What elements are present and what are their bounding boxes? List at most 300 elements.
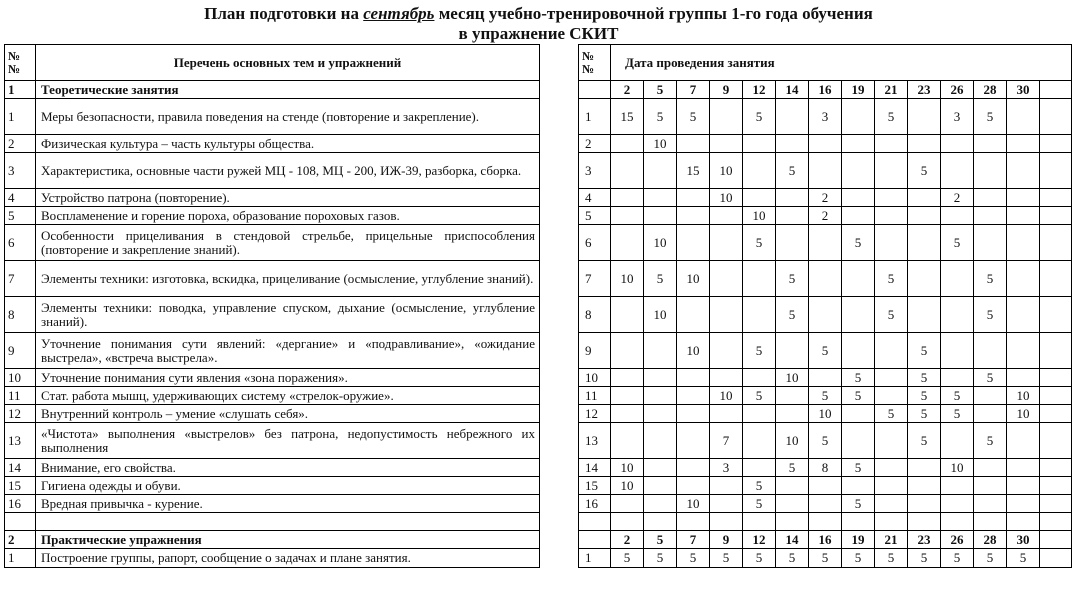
hours-cell: 7 xyxy=(710,423,743,459)
blank-cell xyxy=(579,81,611,99)
empty-cell xyxy=(908,513,941,531)
table-row xyxy=(579,477,1072,495)
hours-cell: 10 xyxy=(1007,387,1040,405)
empty-cell xyxy=(974,513,1007,531)
hours-cell xyxy=(677,369,710,387)
hours-cell: 5 xyxy=(710,549,743,568)
hours-cell xyxy=(875,135,908,153)
day-number: 12 xyxy=(743,531,776,549)
hours-cell: 5 xyxy=(743,549,776,568)
hours-cell: 5 xyxy=(842,549,875,568)
hours-cell xyxy=(1007,225,1040,261)
topic-text: «Чистота» выполнения «выстрелов» без патрона, недопустимость небрежного их выполнения xyxy=(36,423,540,459)
days-row xyxy=(579,531,1072,549)
table-row xyxy=(5,207,540,225)
topic-text: Физическая культура – часть культуры общества. xyxy=(36,135,540,153)
hours-cell xyxy=(611,369,644,387)
table-row xyxy=(579,423,1072,459)
blank-cell xyxy=(1040,531,1072,549)
hours-cell xyxy=(677,477,710,495)
hours-cell: 10 xyxy=(677,333,710,369)
day-number: 21 xyxy=(875,81,908,99)
hours-cell: 5 xyxy=(611,549,644,568)
hours-cell: 5 xyxy=(974,423,1007,459)
topic-text: Внимание, его свойства. xyxy=(36,459,540,477)
hours-cell xyxy=(710,297,743,333)
hours-cell xyxy=(677,225,710,261)
hours-cell: 5 xyxy=(941,225,974,261)
hours-cell xyxy=(1007,153,1040,189)
hours-cell xyxy=(974,135,1007,153)
section-num: 2 xyxy=(5,531,36,549)
row-num: 14 xyxy=(579,459,611,477)
hours-cell xyxy=(1007,261,1040,297)
hours-cell xyxy=(611,333,644,369)
hours-cell xyxy=(842,477,875,495)
day-number: 5 xyxy=(644,81,677,99)
blank-cell xyxy=(1040,405,1072,423)
hours-cell xyxy=(776,225,809,261)
table-row xyxy=(579,297,1072,333)
hours-cell: 10 xyxy=(644,225,677,261)
table-row xyxy=(5,423,540,459)
hours-cell: 5 xyxy=(809,333,842,369)
hours-cell: 5 xyxy=(743,333,776,369)
blank-cell xyxy=(1040,135,1072,153)
hours-cell: 2 xyxy=(809,207,842,225)
day-number: 9 xyxy=(710,531,743,549)
hours-cell xyxy=(875,153,908,189)
empty-row xyxy=(579,513,1072,531)
topic-text: Элементы техники: поводка, управление спуском, дыхание (осмысление, углубление знаний). xyxy=(36,297,540,333)
hours-cell xyxy=(776,405,809,423)
schedule-table xyxy=(578,44,1072,568)
hours-cell xyxy=(677,297,710,333)
table-row xyxy=(579,99,1072,135)
table-row xyxy=(579,459,1072,477)
hours-cell xyxy=(1007,99,1040,135)
hours-cell: 5 xyxy=(875,261,908,297)
hours-cell xyxy=(974,153,1007,189)
title-prefix: План подготовки на xyxy=(204,4,364,23)
hours-cell xyxy=(611,495,644,513)
day-number: 14 xyxy=(776,531,809,549)
table-row xyxy=(5,99,540,135)
hours-cell: 5 xyxy=(743,99,776,135)
row-num: 1 xyxy=(5,549,36,568)
schedule-header-row xyxy=(579,45,1072,81)
hours-cell xyxy=(908,99,941,135)
hours-cell xyxy=(842,207,875,225)
hours-cell: 10 xyxy=(611,459,644,477)
hours-cell: 10 xyxy=(677,495,710,513)
row-num: 1 xyxy=(5,99,36,135)
row-num: 9 xyxy=(579,333,611,369)
table-row xyxy=(579,495,1072,513)
hours-cell: 5 xyxy=(875,405,908,423)
hours-cell: 5 xyxy=(875,297,908,333)
day-number: 28 xyxy=(974,81,1007,99)
hours-cell: 5 xyxy=(974,369,1007,387)
hours-cell: 3 xyxy=(809,99,842,135)
hours-cell: 5 xyxy=(776,297,809,333)
day-number: 7 xyxy=(677,81,710,99)
hours-cell: 5 xyxy=(908,387,941,405)
hours-cell: 10 xyxy=(809,405,842,423)
hours-cell xyxy=(941,333,974,369)
hours-cell xyxy=(809,261,842,297)
empty-cell xyxy=(36,513,540,531)
row-num: 9 xyxy=(5,333,36,369)
hours-cell: 5 xyxy=(842,387,875,405)
hours-cell xyxy=(908,189,941,207)
day-number: 2 xyxy=(611,81,644,99)
hours-cell xyxy=(842,189,875,207)
hours-cell: 5 xyxy=(743,495,776,513)
row-num: 4 xyxy=(5,189,36,207)
row-num: 2 xyxy=(5,135,36,153)
hours-cell xyxy=(743,369,776,387)
day-number: 19 xyxy=(842,81,875,99)
day-number: 26 xyxy=(941,81,974,99)
hours-cell: 5 xyxy=(644,549,677,568)
hours-cell xyxy=(677,387,710,405)
blank-cell xyxy=(1040,225,1072,261)
hours-cell xyxy=(611,387,644,405)
table-row xyxy=(5,189,540,207)
hours-cell xyxy=(875,423,908,459)
topic-text: Устройство патрона (повторение). xyxy=(36,189,540,207)
hours-cell xyxy=(644,153,677,189)
hours-cell xyxy=(644,207,677,225)
hours-cell xyxy=(974,189,1007,207)
row-num: 15 xyxy=(579,477,611,495)
hours-cell xyxy=(941,261,974,297)
hours-cell xyxy=(611,135,644,153)
hours-cell xyxy=(776,333,809,369)
hours-cell xyxy=(710,495,743,513)
hours-cell: 8 xyxy=(809,459,842,477)
hours-cell xyxy=(776,207,809,225)
hours-cell xyxy=(908,261,941,297)
hours-cell xyxy=(875,495,908,513)
topic-text: Элементы техники: изготовка, вскидка, прицеливание (осмысление, углубление знаний). xyxy=(36,261,540,297)
hours-cell xyxy=(710,405,743,423)
hours-cell xyxy=(941,207,974,225)
empty-cell xyxy=(941,513,974,531)
topic-text: Внутренний контроль – умение «слушать себя». xyxy=(36,405,540,423)
topic-text: Гигиена одежды и обуви. xyxy=(36,477,540,495)
hours-cell xyxy=(1007,423,1040,459)
table-row xyxy=(579,387,1072,405)
hours-cell xyxy=(974,387,1007,405)
hours-cell xyxy=(710,369,743,387)
empty-cell xyxy=(1040,513,1072,531)
hours-cell xyxy=(809,477,842,495)
hours-cell xyxy=(644,387,677,405)
hours-cell xyxy=(677,207,710,225)
hours-cell xyxy=(677,189,710,207)
hours-cell xyxy=(743,459,776,477)
hours-cell xyxy=(710,207,743,225)
plan-title-line2: в упражнение СКИТ xyxy=(458,24,619,43)
hours-cell xyxy=(908,477,941,495)
hours-cell xyxy=(776,135,809,153)
row-num: 14 xyxy=(5,459,36,477)
table-row xyxy=(579,405,1072,423)
row-num: 16 xyxy=(5,495,36,513)
row-num: 7 xyxy=(5,261,36,297)
blank-cell xyxy=(1040,459,1072,477)
topics-table xyxy=(4,44,540,568)
hours-cell xyxy=(974,333,1007,369)
hours-cell xyxy=(776,477,809,495)
hours-cell: 5 xyxy=(776,261,809,297)
hours-cell xyxy=(644,333,677,369)
hours-cell: 10 xyxy=(611,261,644,297)
section-label: Теоретические занятия xyxy=(36,81,540,99)
section-label: Практические упражнения xyxy=(36,531,540,549)
blank-cell xyxy=(1040,477,1072,495)
hours-cell xyxy=(941,477,974,495)
hours-cell xyxy=(743,153,776,189)
hours-cell xyxy=(644,495,677,513)
day-number: 2 xyxy=(611,531,644,549)
hours-cell: 5 xyxy=(1007,549,1040,568)
hours-cell xyxy=(611,405,644,423)
hours-cell: 15 xyxy=(611,99,644,135)
row-num: 11 xyxy=(5,387,36,405)
topic-text: Меры безопасности, правила поведения на стенде (повторение и закрепление). xyxy=(36,99,540,135)
hours-cell xyxy=(1007,495,1040,513)
day-number: 23 xyxy=(908,81,941,99)
days-row xyxy=(579,81,1072,99)
section-row xyxy=(5,81,540,99)
table-row xyxy=(5,333,540,369)
row-num: 16 xyxy=(579,495,611,513)
hours-cell xyxy=(611,297,644,333)
hours-cell: 5 xyxy=(908,423,941,459)
hours-cell xyxy=(743,135,776,153)
hours-cell: 5 xyxy=(908,549,941,568)
hours-cell xyxy=(842,405,875,423)
hours-cell xyxy=(842,99,875,135)
hours-cell xyxy=(743,297,776,333)
hours-cell xyxy=(611,423,644,459)
table-row xyxy=(5,495,540,513)
hours-cell: 5 xyxy=(776,549,809,568)
hours-cell xyxy=(776,99,809,135)
hours-cell xyxy=(743,423,776,459)
hours-cell: 10 xyxy=(710,387,743,405)
blank-cell xyxy=(1040,153,1072,189)
day-number: 9 xyxy=(710,81,743,99)
empty-cell xyxy=(644,513,677,531)
day-number: 30 xyxy=(1007,81,1040,99)
hours-cell: 10 xyxy=(644,297,677,333)
hours-cell: 5 xyxy=(875,99,908,135)
hours-cell: 5 xyxy=(809,549,842,568)
hours-cell xyxy=(842,297,875,333)
hours-cell xyxy=(1007,207,1040,225)
table-row xyxy=(5,405,540,423)
day-number: 14 xyxy=(776,81,809,99)
table-row xyxy=(579,135,1072,153)
blank-cell xyxy=(1040,189,1072,207)
hours-cell: 10 xyxy=(611,477,644,495)
row-num: 3 xyxy=(5,153,36,189)
hours-cell xyxy=(743,189,776,207)
hours-cell: 10 xyxy=(941,459,974,477)
hours-cell xyxy=(908,459,941,477)
row-num: 8 xyxy=(579,297,611,333)
hours-cell: 5 xyxy=(941,387,974,405)
hours-cell xyxy=(974,207,1007,225)
hours-cell xyxy=(974,495,1007,513)
header-num-label: № № xyxy=(579,45,611,81)
hours-cell xyxy=(809,369,842,387)
hours-cell: 10 xyxy=(776,369,809,387)
hours-cell xyxy=(1007,297,1040,333)
hours-cell xyxy=(644,477,677,495)
empty-cell xyxy=(1007,513,1040,531)
blank-cell xyxy=(579,531,611,549)
hours-cell: 5 xyxy=(875,549,908,568)
hours-cell xyxy=(908,225,941,261)
blank-cell xyxy=(1040,81,1072,99)
hours-cell xyxy=(611,153,644,189)
empty-row xyxy=(5,513,540,531)
table-row xyxy=(579,153,1072,189)
hours-cell: 5 xyxy=(908,369,941,387)
blank-cell xyxy=(1040,549,1072,568)
hours-cell xyxy=(1007,477,1040,495)
hours-cell: 5 xyxy=(743,225,776,261)
hours-cell xyxy=(875,477,908,495)
hours-cell xyxy=(644,369,677,387)
topic-text: Вредная привычка - курение. xyxy=(36,495,540,513)
hours-cell xyxy=(644,189,677,207)
section-row xyxy=(5,531,540,549)
hours-cell xyxy=(611,225,644,261)
row-num: 3 xyxy=(579,153,611,189)
topic-text: Особенности прицеливания в стендовой стрельбе, прицельные приспособления (повторение и закрепление знаний). xyxy=(36,225,540,261)
row-num: 10 xyxy=(5,369,36,387)
hours-cell: 5 xyxy=(941,405,974,423)
row-num: 6 xyxy=(579,225,611,261)
hours-cell: 5 xyxy=(644,99,677,135)
hours-cell xyxy=(908,297,941,333)
exercise-text: Построение группы, рапорт, сообщение о задачах и плане занятия. xyxy=(36,549,540,568)
hours-cell xyxy=(809,225,842,261)
hours-cell xyxy=(776,387,809,405)
hours-cell: 5 xyxy=(908,153,941,189)
empty-cell xyxy=(710,513,743,531)
hours-cell xyxy=(710,477,743,495)
hours-cell: 5 xyxy=(809,423,842,459)
row-num: 8 xyxy=(5,297,36,333)
row-num: 1 xyxy=(579,549,611,568)
day-number: 16 xyxy=(809,81,842,99)
hours-cell: 5 xyxy=(974,99,1007,135)
table-row xyxy=(579,189,1072,207)
hours-cell xyxy=(974,459,1007,477)
day-number: 16 xyxy=(809,531,842,549)
blank-cell xyxy=(1040,207,1072,225)
day-number: 21 xyxy=(875,531,908,549)
hours-cell xyxy=(842,423,875,459)
empty-cell xyxy=(842,513,875,531)
hours-cell: 15 xyxy=(677,153,710,189)
row-num: 13 xyxy=(579,423,611,459)
day-number: 23 xyxy=(908,531,941,549)
hours-cell: 5 xyxy=(842,459,875,477)
hours-cell xyxy=(710,99,743,135)
hours-cell xyxy=(1007,333,1040,369)
hours-cell: 5 xyxy=(974,261,1007,297)
empty-cell xyxy=(611,513,644,531)
hours-cell: 5 xyxy=(908,333,941,369)
hours-cell xyxy=(776,495,809,513)
hours-cell: 2 xyxy=(941,189,974,207)
hours-cell xyxy=(941,153,974,189)
table-row xyxy=(579,369,1072,387)
empty-cell xyxy=(743,513,776,531)
hours-cell xyxy=(743,261,776,297)
hours-cell xyxy=(941,495,974,513)
hours-cell: 5 xyxy=(776,153,809,189)
hours-cell xyxy=(1007,135,1040,153)
day-number: 12 xyxy=(743,81,776,99)
topic-text: Характеристика, основные части ружей МЦ - 108, МЦ - 200, ИЖ-39, разборка, сборка. xyxy=(36,153,540,189)
hours-cell xyxy=(842,135,875,153)
blank-cell xyxy=(1040,297,1072,333)
hours-cell: 10 xyxy=(644,135,677,153)
hours-cell: 5 xyxy=(974,297,1007,333)
hours-cell xyxy=(710,225,743,261)
table-row xyxy=(5,477,540,495)
day-number: 19 xyxy=(842,531,875,549)
hours-cell xyxy=(875,189,908,207)
hours-cell xyxy=(611,189,644,207)
empty-cell xyxy=(875,513,908,531)
hours-cell xyxy=(941,297,974,333)
hours-cell xyxy=(974,477,1007,495)
header-num-label: № № xyxy=(5,45,36,81)
hours-cell xyxy=(677,423,710,459)
hours-cell xyxy=(644,423,677,459)
blank-cell xyxy=(1040,423,1072,459)
hours-cell xyxy=(611,207,644,225)
hours-cell xyxy=(941,369,974,387)
hours-cell: 10 xyxy=(776,423,809,459)
table-row xyxy=(5,135,540,153)
hours-cell xyxy=(908,207,941,225)
hours-cell xyxy=(941,135,974,153)
row-num: 1 xyxy=(579,99,611,135)
day-number: 5 xyxy=(644,531,677,549)
blank-cell xyxy=(1040,261,1072,297)
hours-cell xyxy=(809,153,842,189)
day-number: 7 xyxy=(677,531,710,549)
hours-cell: 5 xyxy=(743,387,776,405)
row-num: 6 xyxy=(5,225,36,261)
hours-cell: 5 xyxy=(677,549,710,568)
table-row xyxy=(5,153,540,189)
title-suffix: месяц учебно-тренировочной группы 1-го года обучения xyxy=(434,4,873,23)
hours-cell xyxy=(809,297,842,333)
row-num: 10 xyxy=(579,369,611,387)
